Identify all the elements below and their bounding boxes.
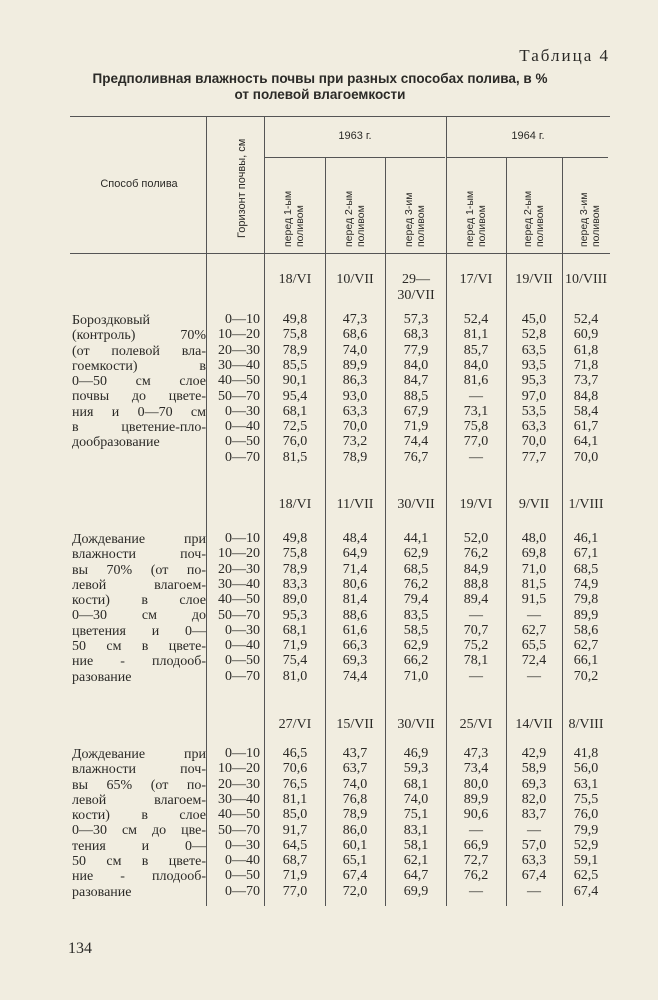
moisture-cell: 46,1 <box>573 531 599 546</box>
moisture-cell: 67,4 <box>521 868 547 884</box>
moisture-cell: 47,3 <box>342 312 368 327</box>
moisture-cell: 88,8 <box>463 576 489 592</box>
moisture-cell: — <box>469 449 483 465</box>
moisture-cell: 60,9 <box>573 327 599 343</box>
subcol-line-2: поливом <box>294 205 306 247</box>
moisture-cell: 75,1 <box>403 807 429 823</box>
moisture-cell: 68,1 <box>282 403 308 419</box>
header-subcolumn <box>578 193 602 247</box>
method-line: в цветение-пло- <box>72 420 206 436</box>
moisture-cell: 93,5 <box>521 357 547 373</box>
moisture-cell: 78,9 <box>282 561 308 577</box>
moisture-cell: 73,7 <box>573 373 599 389</box>
method-line: кости) в слое <box>72 593 206 609</box>
method-line: вы 70% (от по- <box>72 562 206 578</box>
method-line: влажности поч- <box>72 762 206 778</box>
irrigation-date: 19/VII <box>515 272 553 287</box>
column-rule <box>206 116 207 906</box>
moisture-cell: 89,9 <box>463 791 489 807</box>
moisture-cell: — <box>469 668 483 684</box>
moisture-cell: 83,7 <box>521 807 547 823</box>
moisture-cell: 68,5 <box>403 561 429 577</box>
horizon-cell: 0—70 <box>225 449 260 465</box>
irrigation-method <box>72 532 206 685</box>
moisture-cell: 58,1 <box>403 837 429 853</box>
moisture-cell: 79,4 <box>403 592 429 608</box>
moisture-cell: 74,4 <box>342 668 368 684</box>
moisture-cell: 85,0 <box>282 807 308 823</box>
moisture-cell: 68,6 <box>342 327 368 343</box>
moisture-cell: 63,7 <box>342 761 368 777</box>
method-line: цветения и 0— <box>72 623 206 639</box>
moisture-cell: 76,7 <box>403 449 429 465</box>
horizon-cell: 0—30 <box>225 837 260 853</box>
horizon-cell: 40—50 <box>218 592 260 608</box>
moisture-cell: 74,0 <box>403 791 429 807</box>
horizon-cell: 0—30 <box>225 403 260 419</box>
moisture-cell: 74,4 <box>403 434 429 450</box>
subcol-line-2: поливом <box>415 205 427 247</box>
method-line: влажности поч- <box>72 547 206 563</box>
irrigation-date: 18/VI <box>278 272 312 287</box>
horizon-cell: 0—40 <box>225 853 260 869</box>
horizon-cell: 40—50 <box>218 807 260 823</box>
irrigation-date: 11/VII <box>336 497 374 512</box>
moisture-cell: 90,1 <box>282 373 308 389</box>
method-line: левой влагоем- <box>72 577 206 593</box>
moisture-cell: 78,1 <box>463 653 489 669</box>
horizon-cell: 20—30 <box>218 776 260 792</box>
moisture-cell: 57,3 <box>403 312 429 327</box>
moisture-cell: 44,1 <box>403 531 429 546</box>
method-line: Дождевание при <box>72 747 206 762</box>
moisture-cell: 89,0 <box>282 592 308 608</box>
moisture-cell: 77,0 <box>463 434 489 450</box>
horizon-cell: 30—40 <box>218 357 260 373</box>
moisture-cell: 76,8 <box>342 791 368 807</box>
moisture-cell: 61,8 <box>573 342 599 358</box>
moisture-cell: 59,3 <box>403 761 429 777</box>
moisture-cell: 76,0 <box>573 807 599 823</box>
moisture-cell: 76,5 <box>282 776 308 792</box>
caption-line-2: от полевой влагоемкости <box>234 87 406 102</box>
subcol-line-2: поливом <box>476 205 488 247</box>
moisture-cell: 70,0 <box>573 449 599 465</box>
moisture-cell: — <box>527 607 541 623</box>
moisture-cell: 91,7 <box>282 822 308 838</box>
moisture-cell: 68,1 <box>282 622 308 638</box>
moisture-cell: 67,4 <box>573 883 599 899</box>
header-subcolumn <box>403 193 427 247</box>
moisture-cell: 86,0 <box>342 822 368 838</box>
subcol-line-1: перед 1-ым <box>464 190 476 247</box>
moisture-cell: 68,7 <box>282 853 308 869</box>
moisture-cell: 64,7 <box>403 868 429 884</box>
moisture-cell: 58,6 <box>573 622 599 638</box>
moisture-cell: 77,9 <box>403 342 429 358</box>
moisture-cell: 71,9 <box>282 638 308 654</box>
moisture-cell: 73,2 <box>342 434 368 450</box>
moisture-cell: 72,4 <box>521 653 547 669</box>
moisture-cell: 81,0 <box>282 668 308 684</box>
subcol-line-1: перед 1-ым <box>282 190 294 247</box>
moisture-cell: 74,0 <box>342 342 368 358</box>
moisture-cell: 71,9 <box>403 419 429 435</box>
moisture-cell: 72,5 <box>282 419 308 435</box>
moisture-cell: 76,2 <box>463 546 489 562</box>
moisture-cell: 81,1 <box>282 791 308 807</box>
header-subcolumn <box>464 191 488 247</box>
method-line: 0—50 см слое <box>72 374 206 390</box>
moisture-cell: 78,9 <box>342 449 368 465</box>
moisture-cell: 70,0 <box>342 419 368 435</box>
horizon-cell: 50—70 <box>218 388 260 404</box>
moisture-cell: 61,7 <box>573 419 599 435</box>
method-line: вы 65% (от по- <box>72 777 206 793</box>
moisture-cell: 63,1 <box>573 776 599 792</box>
horizon-cell: 0—10 <box>225 746 260 761</box>
moisture-cell: 70,2 <box>573 668 599 684</box>
header-top-rule <box>70 116 610 117</box>
irrigation-date: 18/VI <box>278 497 312 512</box>
moisture-cell: 83,1 <box>403 822 429 838</box>
moisture-cell: 65,1 <box>342 853 368 869</box>
moisture-cell: 70,0 <box>521 434 547 450</box>
moisture-cell: — <box>469 883 483 899</box>
header-year-1963: 1963 г. <box>338 130 372 142</box>
horizon-cell: 0—10 <box>225 312 260 327</box>
moisture-cell: 84,9 <box>463 561 489 577</box>
moisture-cell: 79,8 <box>573 592 599 608</box>
page-number: 134 <box>68 940 92 957</box>
horizon-cell: 0—70 <box>225 668 260 684</box>
moisture-cell: 81,1 <box>463 327 489 343</box>
irrigation-date: 30/VII <box>397 717 435 732</box>
moisture-cell: 53,5 <box>521 403 547 419</box>
moisture-cell: 95,4 <box>282 388 308 404</box>
moisture-cell: 93,0 <box>342 388 368 404</box>
moisture-cell: 68,5 <box>573 561 599 577</box>
method-line: ние - плодооб- <box>72 654 206 670</box>
method-line: разование <box>72 669 132 685</box>
moisture-cell: 67,4 <box>342 868 368 884</box>
moisture-cell: 69,3 <box>342 653 368 669</box>
horizon-cell: 20—30 <box>218 561 260 577</box>
moisture-cell: 62,9 <box>403 638 429 654</box>
horizon-cell: 0—70 <box>225 883 260 899</box>
moisture-cell: 73,4 <box>463 761 489 777</box>
irrigation-date: 8/VIII <box>568 717 604 732</box>
method-line: ния и 0—70 см <box>72 404 206 420</box>
moisture-cell: 76,0 <box>282 434 308 450</box>
moisture-cell: 52,8 <box>521 327 547 343</box>
irrigation-date: 29— 30/VII <box>397 272 435 303</box>
subcol-line-1: перед 2-ым <box>522 190 534 247</box>
moisture-cell: 66,3 <box>342 638 368 654</box>
moisture-cell: 85,5 <box>282 357 308 373</box>
moisture-cell: 81,4 <box>342 592 368 608</box>
moisture-cell: 63,3 <box>521 419 547 435</box>
moisture-cell: 46,5 <box>282 746 308 761</box>
table-number: Таблица 4 <box>519 46 610 65</box>
moisture-cell: 82,0 <box>521 791 547 807</box>
moisture-cell: 67,1 <box>573 546 599 562</box>
method-line: 50 см в цвете- <box>72 854 206 870</box>
moisture-cell: 71,0 <box>521 561 547 577</box>
moisture-cell: 62,1 <box>403 853 429 869</box>
moisture-cell: 42,9 <box>521 746 547 761</box>
moisture-cell: 88,6 <box>342 607 368 623</box>
irrigation-date: 14/VII <box>515 717 553 732</box>
method-line: гоемкости) в <box>72 358 206 374</box>
moisture-cell: 58,4 <box>573 403 599 419</box>
horizon-cell: 10—20 <box>218 546 260 562</box>
moisture-cell: — <box>527 822 541 838</box>
moisture-cell: 41,8 <box>573 746 599 761</box>
moisture-cell: 58,5 <box>403 622 429 638</box>
moisture-cell: 64,9 <box>342 546 368 562</box>
moisture-cell: 66,2 <box>403 653 429 669</box>
moisture-cell: 70,7 <box>463 622 489 638</box>
horizon-cell: 30—40 <box>218 576 260 592</box>
irrigation-date: 25/VI <box>459 717 493 732</box>
moisture-cell: 46,9 <box>403 746 429 761</box>
method-line: Дождевание при <box>72 532 206 547</box>
horizon-cell: 0—50 <box>225 868 260 884</box>
moisture-cell: 71,8 <box>573 357 599 373</box>
method-line: 0—30 см до цве- <box>72 823 206 839</box>
moisture-cell: 81,5 <box>521 576 547 592</box>
moisture-cell: 56,0 <box>573 761 599 777</box>
moisture-cell: — <box>469 822 483 838</box>
moisture-cell: 95,3 <box>521 373 547 389</box>
moisture-cell: 90,6 <box>463 807 489 823</box>
moisture-cell: 57,0 <box>521 837 547 853</box>
header-year-1964: 1964 г. <box>511 130 545 142</box>
moisture-cell: 52,4 <box>463 312 489 327</box>
moisture-cell: 89,4 <box>463 592 489 608</box>
moisture-cell: 88,5 <box>403 388 429 404</box>
method-line: кости) в слое <box>72 808 206 824</box>
moisture-cell: 86,3 <box>342 373 368 389</box>
moisture-cell: 80,6 <box>342 576 368 592</box>
irrigation-date: 19/VI <box>459 497 493 512</box>
moisture-cell: 66,1 <box>573 653 599 669</box>
horizon-cell: 40—50 <box>218 373 260 389</box>
irrigation-date: 17/VI <box>459 272 493 287</box>
method-line: (контроль) 70% <box>72 328 206 344</box>
method-line: Бороздковый <box>72 313 151 328</box>
header-bottom-rule <box>70 253 610 254</box>
irrigation-method <box>72 747 206 900</box>
moisture-cell: 74,0 <box>342 776 368 792</box>
moisture-cell: 74,9 <box>573 576 599 592</box>
moisture-cell: 89,9 <box>342 357 368 373</box>
moisture-cell: 78,9 <box>282 342 308 358</box>
method-line: 50 см в цвете- <box>72 639 206 655</box>
moisture-cell: 63,5 <box>521 342 547 358</box>
year-divider-rule-1963 <box>264 157 445 158</box>
moisture-cell: 77,0 <box>282 883 308 899</box>
moisture-cell: 76,2 <box>403 576 429 592</box>
moisture-cell: 69,9 <box>403 883 429 899</box>
header-subcolumn <box>343 191 367 247</box>
moisture-cell: 95,3 <box>282 607 308 623</box>
horizon-cell: 0—30 <box>225 622 260 638</box>
moisture-cell: 84,0 <box>403 357 429 373</box>
moisture-cell: 62,5 <box>573 868 599 884</box>
moisture-cell: 71,4 <box>342 561 368 577</box>
moisture-cell: 75,8 <box>282 546 308 562</box>
moisture-cell: — <box>527 668 541 684</box>
moisture-cell: 64,1 <box>573 434 599 450</box>
horizon-cell: 10—20 <box>218 327 260 343</box>
moisture-cell: 75,8 <box>463 419 489 435</box>
moisture-cell: 62,7 <box>573 638 599 654</box>
moisture-cell: 97,0 <box>521 388 547 404</box>
moisture-cell: 67,9 <box>403 403 429 419</box>
moisture-cell: 84,0 <box>463 357 489 373</box>
moisture-cell: — <box>469 388 483 404</box>
moisture-cell: — <box>469 607 483 623</box>
moisture-cell: 89,9 <box>573 607 599 623</box>
moisture-cell: 83,5 <box>403 607 429 623</box>
horizon-cell: 10—20 <box>218 761 260 777</box>
horizon-cell: 50—70 <box>218 822 260 838</box>
moisture-cell: 75,4 <box>282 653 308 669</box>
method-line: 0—30 см до <box>72 608 206 624</box>
moisture-cell: 72,0 <box>342 883 368 899</box>
method-line: (от полевой вла- <box>72 343 206 359</box>
moisture-cell: 59,1 <box>573 853 599 869</box>
horizon-cell: 50—70 <box>218 607 260 623</box>
caption-line-1: Предполивная влажность почвы при разных способах полива, в % <box>92 71 548 86</box>
moisture-cell: 52,0 <box>463 531 489 546</box>
moisture-cell: 48,4 <box>342 531 368 546</box>
header-method: Способ полива <box>100 178 178 190</box>
moisture-cell: 70,6 <box>282 761 308 777</box>
moisture-cell: 83,3 <box>282 576 308 592</box>
horizon-cell: 0—40 <box>225 419 260 435</box>
moisture-cell: 84,8 <box>573 388 599 404</box>
moisture-cell: 52,9 <box>573 837 599 853</box>
moisture-cell: 49,8 <box>282 312 308 327</box>
moisture-cell: 69,8 <box>521 546 547 562</box>
subcol-line-2: поливом <box>534 205 546 247</box>
moisture-cell: 66,9 <box>463 837 489 853</box>
header-horizon: Горизонт почвы, см <box>236 138 248 238</box>
method-line: дообразование <box>72 435 160 451</box>
method-line: тения и 0— <box>72 838 206 854</box>
moisture-cell: 52,4 <box>573 312 599 327</box>
irrigation-method <box>72 313 206 451</box>
moisture-cell: 81,6 <box>463 373 489 389</box>
moisture-cell: — <box>527 883 541 899</box>
year-divider-rule-1964 <box>447 157 608 158</box>
moisture-cell: 79,9 <box>573 822 599 838</box>
moisture-cell: 61,6 <box>342 622 368 638</box>
moisture-cell: 63,3 <box>521 853 547 869</box>
irrigation-date: 15/VII <box>336 717 374 732</box>
moisture-cell: 85,7 <box>463 342 489 358</box>
table-caption <box>90 71 550 103</box>
irrigation-date: 1/VIII <box>568 497 604 512</box>
moisture-cell: 68,3 <box>403 327 429 343</box>
method-line: разование <box>72 884 132 900</box>
subcol-line-1: перед 3-им <box>403 192 415 247</box>
method-line: ние - плодооб- <box>72 869 206 885</box>
moisture-cell: 75,2 <box>463 638 489 654</box>
moisture-cell: 62,9 <box>403 546 429 562</box>
moisture-cell: 71,0 <box>403 668 429 684</box>
irrigation-date: 9/VII <box>518 497 550 512</box>
moisture-cell: 72,7 <box>463 853 489 869</box>
subcol-line-2: поливом <box>355 205 367 247</box>
moisture-cell: 65,5 <box>521 638 547 654</box>
irrigation-date: 10/VIII <box>565 272 607 287</box>
moisture-cell: 49,8 <box>282 531 308 546</box>
moisture-cell: 80,0 <box>463 776 489 792</box>
irrigation-date: 30/VII <box>397 497 435 512</box>
irrigation-date: 10/VII <box>336 272 374 287</box>
horizon-cell: 0—40 <box>225 638 260 654</box>
horizon-cell: 0—50 <box>225 434 260 450</box>
horizon-cell: 0—50 <box>225 653 260 669</box>
moisture-cell: 71,9 <box>282 868 308 884</box>
subcol-line-1: перед 3-им <box>578 192 590 247</box>
moisture-cell: 75,8 <box>282 327 308 343</box>
header-subcolumn <box>522 191 546 247</box>
moisture-cell: 62,7 <box>521 622 547 638</box>
horizon-cell: 30—40 <box>218 791 260 807</box>
irrigation-date: 27/VI <box>278 717 312 732</box>
moisture-cell: 81,5 <box>282 449 308 465</box>
moisture-cell: 69,3 <box>521 776 547 792</box>
moisture-cell: 75,5 <box>573 791 599 807</box>
moisture-cell: 45,0 <box>521 312 547 327</box>
method-line: почвы до цвете- <box>72 389 206 405</box>
method-line: левой влагоем- <box>72 792 206 808</box>
header-subcolumn <box>282 191 306 247</box>
moisture-cell: 47,3 <box>463 746 489 761</box>
horizon-cell: 20—30 <box>218 342 260 358</box>
moisture-cell: 76,2 <box>463 868 489 884</box>
moisture-cell: 63,3 <box>342 403 368 419</box>
moisture-cell: 78,9 <box>342 807 368 823</box>
moisture-cell: 68,1 <box>403 776 429 792</box>
moisture-cell: 64,5 <box>282 837 308 853</box>
moisture-cell: 91,5 <box>521 592 547 608</box>
subcol-line-1: перед 2-ым <box>343 190 355 247</box>
moisture-cell: 73,1 <box>463 403 489 419</box>
subcol-line-2: поливом <box>590 205 602 247</box>
moisture-cell: 60,1 <box>342 837 368 853</box>
moisture-cell: 77,7 <box>521 449 547 465</box>
horizon-cell: 0—10 <box>225 531 260 546</box>
moisture-cell: 84,7 <box>403 373 429 389</box>
moisture-cell: 58,9 <box>521 761 547 777</box>
moisture-cell: 48,0 <box>521 531 547 546</box>
moisture-cell: 43,7 <box>342 746 368 761</box>
